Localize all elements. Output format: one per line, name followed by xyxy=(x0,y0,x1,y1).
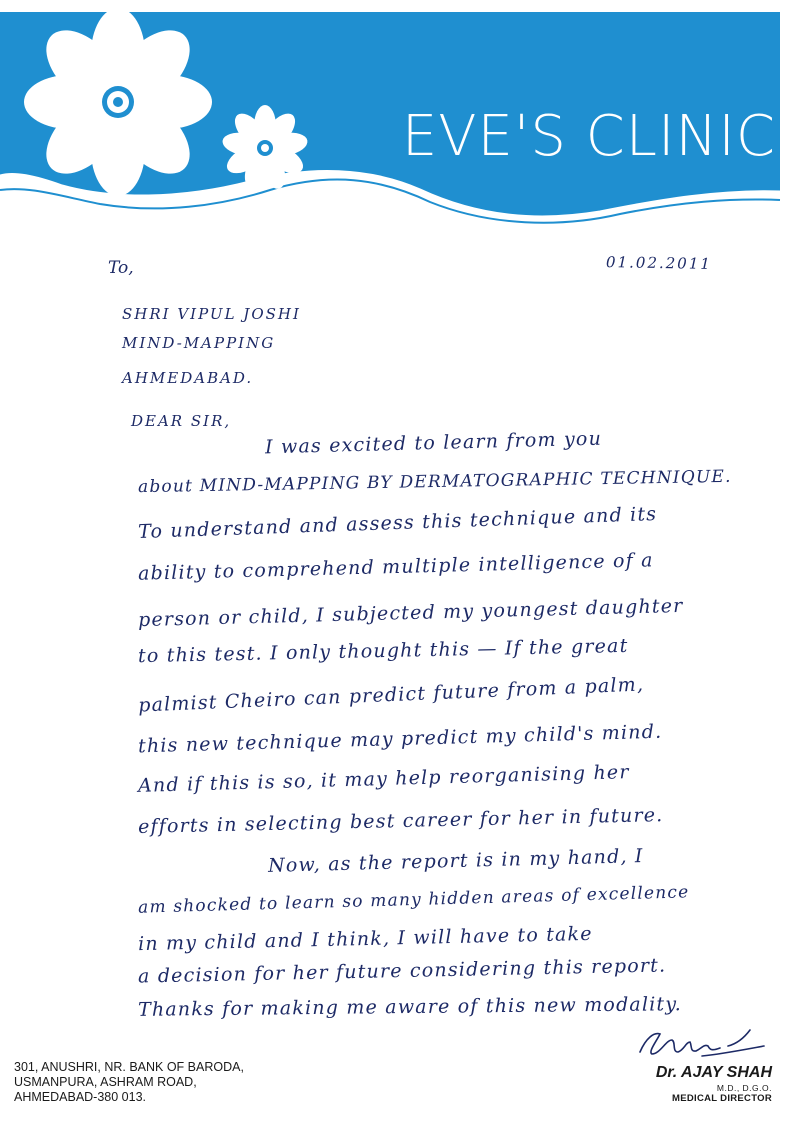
body-line: about MIND-MAPPING BY DERMATOGRAPHIC TECHNIQUE. xyxy=(137,466,732,498)
body-line: efforts in selecting best career for her in future. xyxy=(137,804,664,838)
body-line: this new technique may predict my child's mind. xyxy=(137,720,663,758)
recipient-city: AHMEDABAD. xyxy=(122,369,254,387)
body-line: person or child, I subjected my youngest daughter xyxy=(137,594,684,632)
address-line: AHMEDABAD-380 013. xyxy=(14,1090,147,1104)
body-line: I was excited to learn from you xyxy=(264,427,603,459)
body-line: am shocked to learn so many hidden areas of excellence xyxy=(137,882,690,918)
doctor-degree: M.D., D.G.O. xyxy=(716,1083,772,1093)
signature-block xyxy=(632,1018,772,1104)
body-line: To understand and assess this technique and its xyxy=(137,502,658,544)
clinic-name: EVE'S CLINIC xyxy=(401,104,776,169)
letter-to: To, xyxy=(108,258,134,278)
body-line: to this test. I only thought this — If the great xyxy=(137,634,629,668)
recipient-organisation: MIND-MAPPING xyxy=(122,334,276,352)
recipient-name: SHRI VIPUL JOSHI xyxy=(122,305,301,323)
clinic-address xyxy=(14,1060,244,1105)
letter-date: 01.02.2011 xyxy=(605,253,713,273)
address-line: 301, ANUSHRI, NR. BANK OF BARODA, xyxy=(14,1060,244,1074)
body-line: ability to comprehend multiple intelligence of a xyxy=(137,549,654,585)
body-line: palmist Cheiro can predict future from a palm, xyxy=(137,673,645,717)
salutation: DEAR SIR, xyxy=(131,412,232,430)
body-line: a decision for her future considering this report. xyxy=(137,954,667,988)
body-line: Thanks for making me aware of this new modality. xyxy=(137,993,683,1021)
body-line: Now, as the report is in my hand, I xyxy=(267,845,644,877)
body-line: in my child and I think, I will have to take xyxy=(137,922,593,956)
doctor-name: Dr. AJAY SHAH xyxy=(655,1064,772,1081)
doctor-title: MEDICAL DIRECTOR xyxy=(672,1093,772,1104)
signature-icon xyxy=(632,1018,772,1062)
body-line: And if this is so, it may help reorganising her xyxy=(137,761,630,797)
address-line: USMANPURA, ASHRAM ROAD, xyxy=(14,1075,197,1089)
